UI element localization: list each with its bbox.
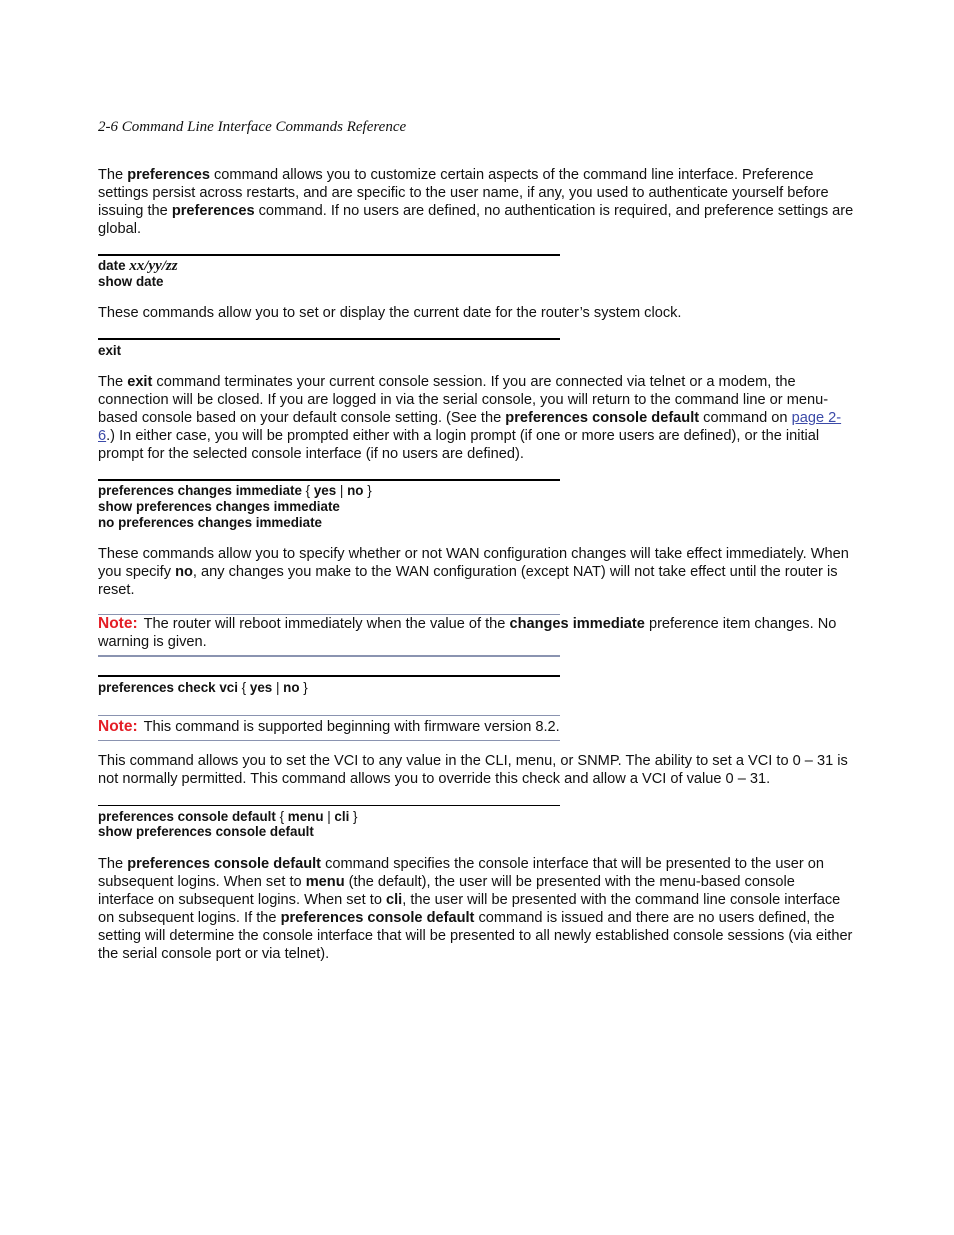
text: preference item changes. No warning is given. bbox=[98, 616, 837, 650]
command-syntax-console-default bbox=[98, 809, 358, 825]
command-keyword: date bbox=[98, 258, 126, 273]
text: .) In either case, you will be prompted either with a login prompt (if one or more users are defined), or the initial prompt for the selected console interface (if no users are defined). bbox=[98, 428, 820, 462]
command-keyword: exit bbox=[127, 374, 153, 390]
note-rule bbox=[98, 655, 560, 657]
text: command on bbox=[699, 410, 792, 426]
command-syntax-exit: exit bbox=[98, 343, 122, 358]
syntax-brace: } bbox=[299, 680, 308, 695]
text: The bbox=[98, 374, 128, 390]
option-no: no bbox=[283, 680, 300, 695]
text: The bbox=[98, 167, 128, 183]
command-syntax-date bbox=[98, 258, 178, 274]
command-syntax-show-console-default: show preferences console default bbox=[98, 824, 314, 839]
date-description: These commands allow you to set or display the current date for the router’s system clock. bbox=[98, 305, 682, 321]
command-syntax-show-date: show date bbox=[98, 274, 164, 289]
command-keyword: changes immediate bbox=[509, 616, 645, 632]
note-changes-immediate bbox=[98, 615, 854, 651]
syntax-brace: { bbox=[275, 809, 288, 824]
command-keyword: preferences bbox=[171, 203, 255, 219]
changes-description bbox=[98, 545, 854, 599]
text: The bbox=[98, 856, 128, 872]
note-rule bbox=[98, 715, 560, 716]
command-keyword: preferences changes immediate bbox=[98, 483, 302, 498]
text: The router will reboot immediately when the value of the bbox=[143, 616, 510, 632]
syntax-separator: | bbox=[323, 809, 335, 824]
command-syntax-check-vci bbox=[98, 680, 308, 696]
command-keyword: preferences check vci bbox=[98, 680, 238, 695]
section-rule bbox=[98, 675, 560, 677]
command-keyword: no bbox=[175, 564, 193, 580]
note-label: Note: bbox=[98, 718, 138, 735]
note-label: Note: bbox=[98, 615, 138, 632]
command-keyword: preferences console default bbox=[127, 856, 322, 872]
syntax-separator: | bbox=[336, 483, 348, 498]
syntax-separator: | bbox=[272, 680, 284, 695]
command-syntax-changes-immediate bbox=[98, 483, 372, 499]
command-argument: xx/yy/zz bbox=[129, 258, 178, 274]
option-menu: menu bbox=[287, 809, 324, 824]
section-rule bbox=[98, 479, 560, 481]
text: command is issued and there are no users defined, the setting will determine the console interface that will be presented to all newly established console sessions (via either the serial console port or via telnet). bbox=[98, 910, 853, 962]
page-reference-link[interactable]: page 2-6 bbox=[98, 410, 842, 444]
command-keyword: preferences console default bbox=[505, 410, 700, 426]
console-description bbox=[98, 855, 854, 963]
text: command terminates your current console session. If you are connected via telnet or a modem, the connection will be closed. If you are logged in via the serial console, you will return to the command line or menu-based console based on your default console setting. (See the bbox=[98, 374, 829, 426]
note-firmware-version bbox=[98, 718, 854, 736]
command-keyword: preferences bbox=[127, 167, 210, 183]
text: command. If no users are defined, no authentication is required, and preference settings are global. bbox=[98, 203, 854, 237]
exit-description bbox=[98, 373, 854, 463]
option-yes: yes bbox=[313, 483, 337, 498]
text: , the user will be presented with the command line console interface on subsequent logins. If the bbox=[98, 892, 841, 926]
syntax-brace: { bbox=[301, 483, 314, 498]
text: command allows you to customize certain aspects of the command line interface. Preference settings persist across restarts, and are specific to the user name, if any, you used to authenticate yourself before issuing the bbox=[98, 167, 829, 219]
text: This command is supported beginning with firmware version 8.2. bbox=[143, 719, 560, 735]
command-syntax-no-changes-immediate: no preferences changes immediate bbox=[98, 515, 323, 530]
syntax-brace: } bbox=[349, 809, 358, 824]
page-header: 2-6 Command Line Interface Commands Reference bbox=[98, 119, 407, 135]
command-keyword: preferences console default bbox=[280, 910, 475, 926]
command-syntax-show-changes-immediate: show preferences changes immediate bbox=[98, 499, 340, 514]
intro-paragraph bbox=[98, 166, 854, 238]
command-keyword: menu bbox=[305, 874, 345, 890]
syntax-brace: } bbox=[363, 483, 372, 498]
command-keyword: preferences console default bbox=[98, 809, 276, 824]
option-cli: cli bbox=[334, 809, 350, 824]
note-rule bbox=[98, 740, 560, 741]
text: , any changes you make to the WAN configuration (except NAT) will not take effect until the router is reset. bbox=[98, 564, 838, 598]
text: (the default), the user will be presented with the menu-based console interface on subsequent logins. When set to bbox=[98, 874, 795, 908]
option-no: no bbox=[347, 483, 364, 498]
command-keyword: cli bbox=[386, 892, 403, 908]
vci-description: This command allows you to set the VCI to any value in the CLI, menu, or SNMP. The ability to set a VCI to 0 – 31 is not normally permitted. This command allows you to override this check and allow a VCI of value 0 – 31. bbox=[98, 753, 848, 787]
syntax-brace: { bbox=[237, 680, 250, 695]
text: These commands allow you to specify whether or not WAN configuration changes will take effect immediately. When you specify bbox=[98, 546, 849, 580]
section-rule bbox=[98, 254, 560, 256]
text: command specifies the console interface that will be presented to the user on subsequent logins. When set to bbox=[98, 856, 825, 890]
option-yes: yes bbox=[249, 680, 273, 695]
section-rule bbox=[98, 805, 560, 806]
section-rule bbox=[98, 338, 560, 340]
